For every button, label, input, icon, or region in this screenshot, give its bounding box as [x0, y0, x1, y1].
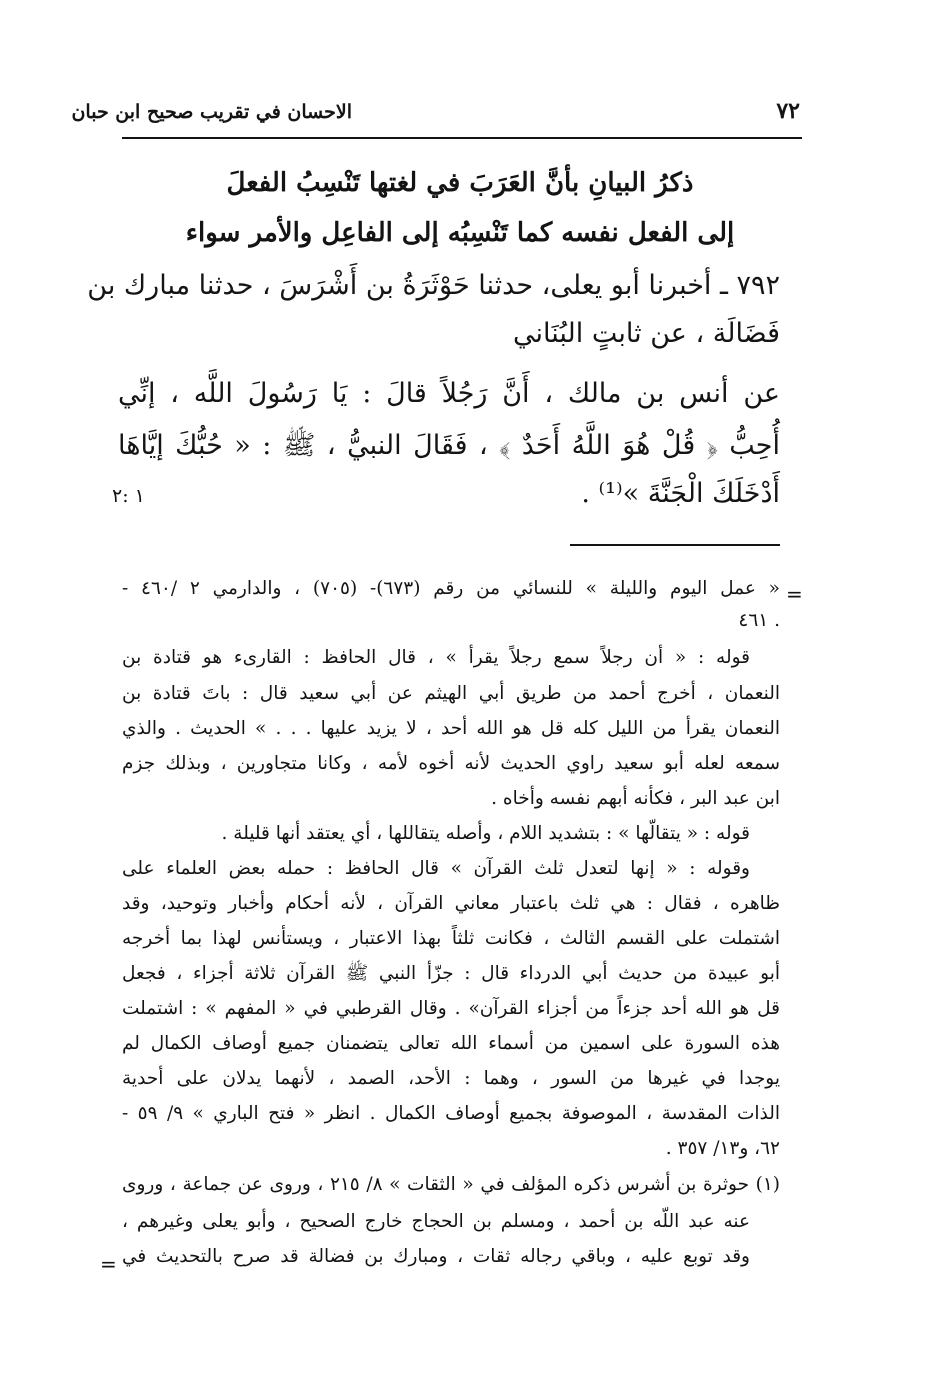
footnote-line: « عمل اليوم والليلة » للنسائي من رقم (٦٧٣)- (٧٠٥) ، والدارمي ٢ /٤٦٠ - — [122, 578, 780, 599]
chapter-heading-line-2: إلى الفعل نفسه كما تَنْسِبُه إلى الفاعِل والأمر سواء — [185, 218, 735, 248]
header-rule — [122, 137, 802, 139]
footnote-continuation-marker-bottom: = — [100, 1252, 117, 1276]
footnote-line: ابن عبد البر ، فكأنه أبهم نفسه وأخاه . — [491, 788, 780, 809]
footnote-line: النعمان ، أخرج أحمد من طريق أبي الهيثم عن أبي سعيد قال : باتَ قتادة بن — [122, 683, 780, 704]
footnote-line: الذات المقدسة ، الموصوفة بجميع أوصاف الكمال . انظر « فتح الباري » ٩/ ٥٩ - — [122, 1103, 780, 1124]
footnote-separator — [570, 544, 780, 546]
footnote-line: قوله : « أن رجلاً سمع رجلاً يقرأ » ، قال الحافظ : القارىء هو قتادة بن — [122, 647, 750, 668]
footnote-line: النعمان يقرأ من الليل كله قل هو الله أحد ، لا يزيد عليها . . . » الحديث . والذي — [122, 718, 780, 739]
footnote-line: وقوله : « إنها لتعدل ثلث القرآن » قال الحافظ : حمله بعض العلماء على — [122, 858, 750, 879]
hadith-isnad-line-1: ٧٩٢ ـ أخبرنا أبو يعلى، حدثنا حَوْثَرَةُ بن أَشْرَسَ ، حدثنا مبارك بن — [87, 270, 780, 301]
hadith-matn-line-3: أَدْخَلَكَ الْجَنَّةَ »⁽¹⁾ . — [581, 478, 780, 509]
running-header-title: الاحسان في تقريب صحيح ابن حبان — [71, 101, 352, 123]
footnote-line: قوله : « يتقالّها » : بتشديد اللام ، وأصله يتقاللها ، أي يعتقد أنها قليلة . — [221, 823, 750, 844]
hadith-matn-line-2: أُحِبُّ ﴿ قُلْ هُوَ اللَّهُ أَحَدٌ ﴾ ، فَقَالَ النبيُّ ، ﷺ : « حُبُّكَ إيَّاهَا — [118, 430, 780, 461]
hadith-isnad-line-2: فَضَالَة ، عن ثابتٍ البُنَاني — [513, 318, 780, 349]
page-number: ٧٢ — [776, 98, 800, 124]
footnote-line: عنه عبد اللّه بن أحمد ، ومسلم بن الحجاج خارج الصحيح ، وأبو يعلى وغيرهم ، — [122, 1211, 750, 1232]
footnote-line: ٤٦١ . — [738, 610, 780, 631]
footnote-line: أبو عبيدة من حديث أبي الدرداء قال : جزّأ النبي ﷺ القرآن ثلاثة أجزاء ، فجعل — [122, 963, 780, 984]
chapter-heading-line-1: ذكرُ البيانِ بأنَّ العَرَبَ في لغتها تَنْسِبُ الفعلَ — [226, 168, 694, 198]
footnote-line: اشتملت على القسم الثالث ، فكانت ثلثاً بهذا الاعتبار ، ويستأنس لهذا بما أخرجه — [122, 928, 780, 949]
footnote-line: هذه السورة على اسمين من أسماء الله تعالى يتضمنان جميع أوصاف الكمال لم — [122, 1033, 780, 1054]
footnote-line: قل هو الله أحد جزءاً من أجزاء القرآن» . وقال القرطبي في « المفهم » : اشتملت — [122, 998, 780, 1019]
hadith-matn-line-1: عن أنس بن مالك ، أَنَّ رَجُلاً قالَ : يَا رَسُولَ اللَّه ، إنِّي — [118, 378, 780, 409]
footnote-line: سمعه لعله أبو سعيد راوي الحديث لأنه أخوه لأمه ، وكانا متجاورين ، وبذلك جزم — [122, 753, 780, 774]
footnote-line: (١) حوثرة بن أشرس ذكره المؤلف في « الثقات » ٨/ ٢١٥ ، وروى عن جماعة ، وروى — [122, 1174, 780, 1195]
footnote-continuation-marker-top: = — [786, 582, 803, 606]
footnote-line: وقد توبع عليه ، وباقي رجاله ثقات ، ومبارك بن فضالة قد صرح بالتحديث في — [122, 1246, 750, 1267]
footnote-line: يوجدا في غيرها من السور ، وهما : الأحد، الصمد ، لأنهما يدلان على أحدية — [122, 1068, 780, 1089]
hadith-reference-number: ١ :٢ — [112, 485, 145, 507]
footnote-line: ٦٢، و١٣/ ٣٥٧ . — [665, 1138, 780, 1159]
footnote-line: ظاهره ، فقال : هي ثلث باعتبار معاني القرآن ، لأنه أحكام وأخبار وتوحيد، وقد — [122, 893, 780, 914]
